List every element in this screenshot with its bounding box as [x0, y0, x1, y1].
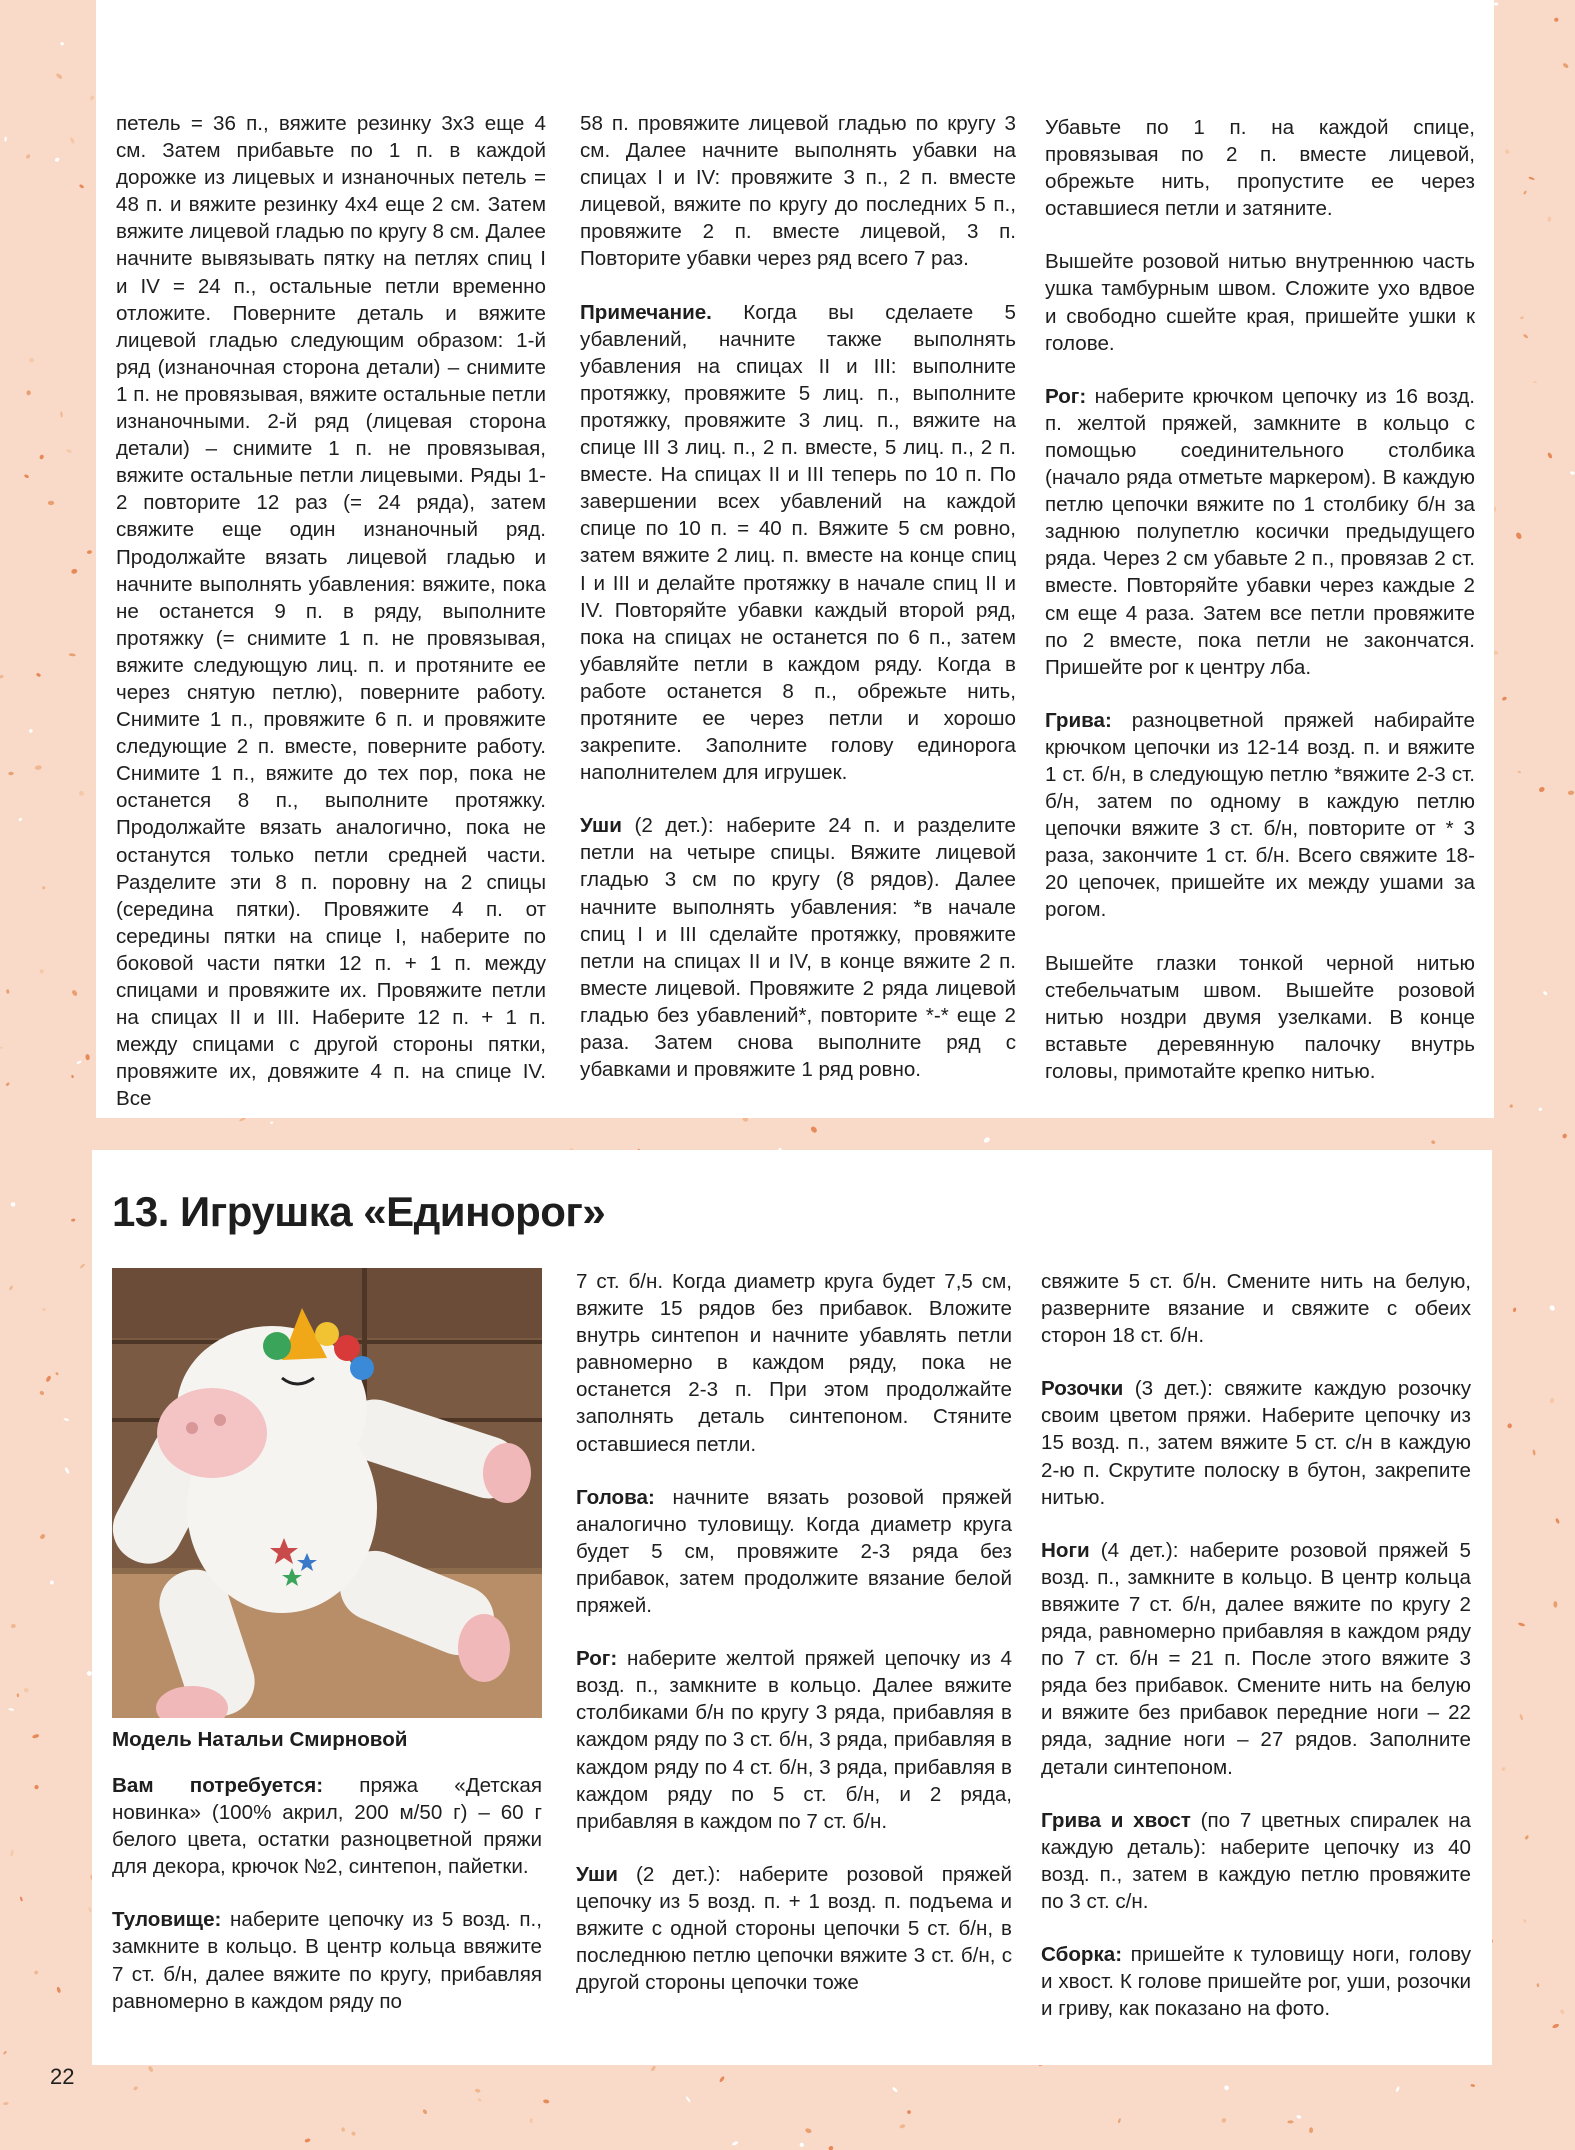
- top-article-panel: [96, 0, 1494, 1118]
- unicorn-article-panel: [92, 1150, 1492, 2065]
- unicorn-toy-photo: [112, 1268, 542, 1718]
- paragraph: [1045, 707, 1475, 924]
- paragraph: [580, 110, 1016, 273]
- paragraph-text: Когда вы сделаете 5 убавлений, начните также выполнять убавления на спицах II и III: выполните протяжку, провяжите 5 лиц. п., выполните протяжку, провяжите 3 лиц. п., вяжите на спице III 3 лиц. п., 2 п. вместе, 5 лиц. п., 2 п. вместе. На спицах II и III теперь по 10 п. По завершении всех убавлений на каждой спице по 10 п. = 40 п. Вяжите 5 см ровно, затем вяжите 2 лиц. п. вместе на конце спиц I и III и делайте протяжку в начале спиц II и IV. Повторяйте убавки каждый второй ряд, пока на спицах не останется по 6 п., затем убавляйте петли в каждом ряду. Когда в работе останется 8 п., обрежьте нить, протяните ее через петли и хорошо закрепите. Заполните голову единорога наполнителем для игрушек.: [580, 300, 1016, 785]
- paragraph-text: пряжа «Детская новинка» (100% акрил, 200 м/50 г) – 60 г белого цвета, остатки разноцветной пряжи для декора, крючок №2, синтепон, пайетки.: [112, 1774, 542, 1879]
- paragraph: [1045, 114, 1475, 222]
- top-column-2: [580, 110, 1016, 1083]
- paragraph-text: (4 дет.): наберите розовой пряжей 5 возд. п., замкните в кольцо. В центр кольца ввяжите 7 ст. б/н, далее вяжите по кругу 2 ряда, равномерно прибавляя в каждом ряду по 7 ст. б/н = 21 п. После этого вяжите 3 ряда без прибавок. Смените нить на белую и вяжите без прибавок передние ноги – 22 ряда, задние ноги – 27 рядов. Заполните детали синтепоном.: [1041, 1538, 1471, 1779]
- paragraph-heading: Уши: [580, 814, 622, 838]
- paragraph-heading: Ноги: [1041, 1538, 1090, 1562]
- paragraph: [576, 1268, 1012, 1458]
- paragraph-text: 58 п. провяжите лицевой гладью по кругу 3 см. Далее начните выполнять убавки на спицах I и IV: провяжите 3 п., 2 п. вместе лицевой, вяжите по кругу до последних 5 п., провяжите 2 п. вместе лицевой, 3 п. Повторите убавки через ряд всего 7 раз.: [580, 112, 1016, 271]
- paragraph-heading: Грива и хвост: [1041, 1808, 1191, 1832]
- paragraph-heading: Рог:: [1045, 384, 1087, 408]
- paragraph: [112, 1906, 542, 2014]
- paragraph-text: Вышейте розовой нитью внутреннюю часть ушка тамбурным швом. Сложите ухо вдвое и свободно сшейте края, пришейте ушки к голове.: [1045, 250, 1475, 355]
- paragraph-text: пришейте к туловищу ноги, голову и хвост. К голове пришейте рог, уши, розочки и гриву, как показано на фото.: [1041, 1942, 1471, 2021]
- paragraph-text: (по 7 цветных спиралек на каждую деталь): наберите цепочку из 40 возд. п., затем в каждую петлю провяжите по 3 ст. с/н.: [1041, 1808, 1471, 1913]
- paragraph-text: начните вязать розовой пряжей аналогично туловищу. Когда диаметр круга будет 5 см, провяжите 2-3 ряда без прибавок, затем продолжите вязание белой пряжей.: [576, 1485, 1012, 1618]
- top-column-3: [1045, 114, 1475, 1085]
- paragraph-text: (2 дет.): наберите 24 п. и разделите петли на четыре спицы. Вяжите лицевой гладью 3 см по кругу (8 рядов). Далее начните выполнять убавления: *в начале спиц I и III сделайте протяжку, провяжите петли на спицах II и IV, в конце вяжите 2 п. вместе лицевой. Провяжите 2 ряда лицевой гладью без убавлений*, повторите *-* еще 2 раза. Затем снова выполните ряд с убавками и провяжите 1 ряд ровно.: [580, 814, 1016, 1082]
- paragraph-heading: Розочки: [1041, 1377, 1124, 1401]
- paragraph-text: (2 дет.): наберите розовой пряжей цепочку из 5 возд. п. + 1 возд. п. подъема и вяжите с одной стороны цепочки 5 ст. б/н, в последнюю петлю цепочки вяжите 3 ст. б/н, с другой стороны цепочки тоже: [576, 1862, 1012, 1995]
- paragraph-heading: Туловище:: [112, 1908, 222, 1932]
- paragraph: петель = 36 п., вяжите резинку 3х3 еще 4 см. Затем прибавьте по 1 п. в каждой дорожке из лицевых и изнаночных петель = 48 п. и вяжите резинку 4х4 еще 2 см. Затем вяжите лицевой гладью по кругу 8 см. Далее начните вывязывать пятку на петлях спиц I и IV = 24 п., остальные петли временно отложите. Поверните деталь и вяжите лицевой гладью следующим образом: 1-й ряд (изнаночная сторона детали) – снимите 1 п. не провязывая, вяжите остальные петли изнаночными. 2-й ряд (лицевая сторона детали) – снимите 1 п. не провязывая, вяжите остальные петли лицевыми. Ряды 1-2 повторите 12 раз (= 24 ряда), затем свяжите еще один изнаночный ряд. Продолжайте вязать лицевой гладью и начните выполнять убавления: вяжите, пока не останется 9 п. в ряду, выполните протяжку (= снимите 1 п. не провязывая, вяжите следующую лиц. п. и протяните ее через снятую петлю), поверните работу. Снимите 1 п., провяжите 6 п. и провяжите следующие 2 п. вместе, поверните работу. Снимите 1 п., вяжите до тех пор, пока не останется 8 п., выполните протяжку. Продолжайте вязать аналогично, пока не останутся только петли средней части. Разделите эти 8 п. поровну на 2 спицы (середина пятки). Провяжите 4 п. от середины пятки на спице I, наберите по боковой части пятки 12 п. + 1 п. между спицами и провяжите их. Провяжите петли на спицах II и III. Наберите 12 п. + 1 п. между спицами с другой стороны пятки, провяжите их, довяжите 4 п. на спице IV. Все: [116, 112, 546, 1111]
- paragraph-text: Убавьте по 1 п. на каждой спице, провязывая по 2 п. вместе лицевой, обрежьте нить, пропустите ее через оставшиеся петли и затяните.: [1045, 116, 1475, 221]
- paragraph-heading: Сборка:: [1041, 1942, 1123, 1966]
- article-title: 13. Игрушка «Единорог»: [112, 1188, 606, 1235]
- paragraph: [1041, 1807, 1471, 1915]
- unicorn-column-2: [576, 1268, 1012, 1996]
- paragraph-heading: Уши: [576, 1862, 618, 1886]
- paragraph-heading: Грива:: [1045, 708, 1112, 732]
- paragraph-text: наберите желтой пряжей цепочку из 4 возд. п., замкните в кольцо. Далее вяжите столбиками б/н по кругу 3 ряда, прибавляя в каждом ряду по 3 ст. б/н, 3 ряда, прибавляя в каждом ряду по 4 ст. б/н, 3 ряда, прибавляя в каждом ряду по 5 ст. б/н, и 2 ряда, прибавляя в каждом по 7 ст. б/н.: [576, 1647, 1012, 1833]
- top-column-1: [116, 110, 546, 1112]
- paragraph: [580, 812, 1016, 1083]
- paragraph-text: наберите цепочку из 5 возд. п., замкните в кольцо. В центр кольца ввяжите 7 ст. б/н, далее вяжите по кругу, прибавляя равномерно в каждом ряду по: [112, 1908, 542, 2013]
- paragraph-text: Вышейте глазки тонкой черной нитью стебельчатым швом. Вышейте розовой нитью ноздри двумя узелками. В конце вставьте деревянную палочку внутрь головы, примотайте крепко нитью.: [1045, 951, 1475, 1083]
- paragraph-text: наберите крючком цепочку из 16 возд. п. желтой пряжей, замкните в кольцо с помощью соединительного столбика (начало ряда отметьте маркером). В каждую петлю цепочки вяжите по 1 столбику б/н за заднюю полупетлю косички предыдущего ряда. Через 2 см убавьте 2 п., провязав 2 ст. вместе. Повторяйте убавки через каждые 2 см еще 4 раза. Затем все петли провяжите по 2 вместе, пока петли не закончатся. Пришейте рог к центру лба.: [1045, 384, 1475, 679]
- paragraph: [576, 1645, 1012, 1835]
- paragraph: [1045, 950, 1475, 1085]
- paragraph: [576, 1484, 1012, 1619]
- paragraph: [1041, 1375, 1471, 1510]
- photo-caption: Модель Натальи Смирновой: [112, 1728, 408, 1751]
- paragraph: [1041, 1268, 1471, 1349]
- paragraph-text: 7 ст. б/н. Когда диаметр круга будет 7,5 см, вяжите 15 рядов без прибавок. Вложите внутрь синтепон и начните убавлять петли равномерно в каждом ряду, пока не останется 2-3 п. При этом продолжайте заполнять деталь синтепоном. Стяните оставшиеся петли.: [576, 1270, 1012, 1456]
- page-number: 22: [50, 2064, 75, 2089]
- paragraph-text: свяжите 5 ст. б/н. Смените нить на белую, разверните вязание и свяжите с обеих сторон 18 ст. б/н.: [1041, 1270, 1471, 1348]
- paragraph: [580, 299, 1016, 787]
- paragraph: [112, 1772, 542, 1880]
- paragraph: [1045, 248, 1475, 356]
- paragraph: [1041, 1941, 1471, 2022]
- paragraph-heading: Голова:: [576, 1485, 655, 1509]
- unicorn-column-3: [1041, 1268, 1471, 2022]
- paragraph: [1045, 383, 1475, 681]
- unicorn-column-1: [112, 1772, 542, 2015]
- paragraph: [1041, 1537, 1471, 1781]
- paragraph-heading: Рог:: [576, 1647, 618, 1671]
- paragraph-heading: Примечание.: [580, 300, 712, 324]
- paragraph-text: (3 дет.): свяжите каждую розочку своим цветом пряжи. Наберите цепочку из 15 возд. п., затем вяжите 5 ст. с/н в каждую 2-ю п. Скрутите полоску в бутон, закрепите нитью.: [1041, 1377, 1471, 1509]
- paragraph: [576, 1861, 1012, 1996]
- paragraph-heading: Вам потребуется:: [112, 1774, 324, 1797]
- paragraph-text: разноцветной пряжей набирайте крючком цепочки из 12-14 возд. п. и вяжите 1 ст. б/н, в следующую петлю *вяжите 2-3 ст. б/н, затем по одному в каждую петлю цепочки вяжите 3 ст. б/н, повторите от * 3 раза, закончите 1 ст. б/н. Всего свяжите 18-20 цепочек, пришейте их между ушами за рогом.: [1045, 708, 1475, 922]
